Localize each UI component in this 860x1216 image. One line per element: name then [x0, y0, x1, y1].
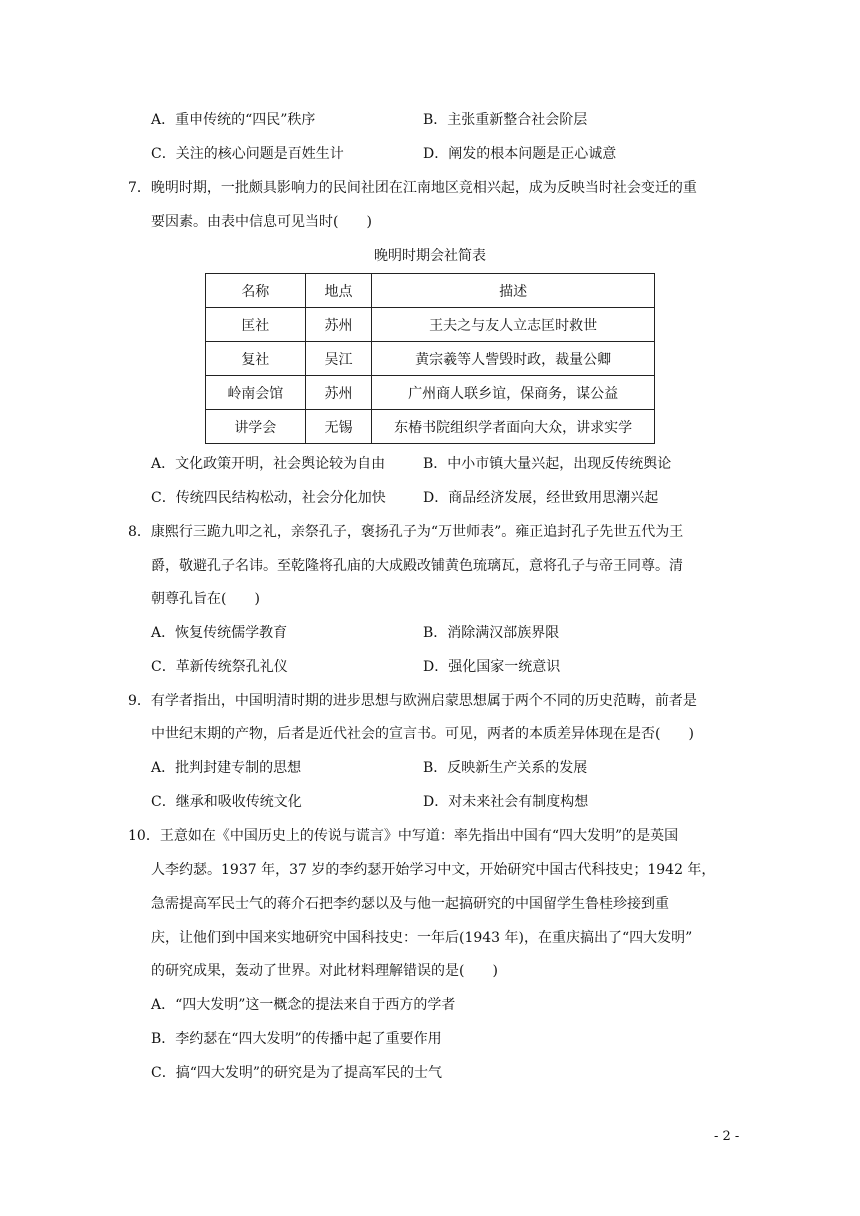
q7-table-title: 晚明时期会社简表 [374, 248, 486, 264]
table-cell: 王夫之与友人立志匡时救世 [372, 308, 655, 342]
q9-option-a: A．批判封建专制的思想 [151, 760, 302, 776]
q6-option-a: A．重申传统的“四民”秩序 [151, 112, 316, 128]
table-header-cell: 名称 [206, 274, 306, 308]
q9-stem-line1: 9．有学者指出，中国明清时期的进步思想与欧洲启蒙思想属于两个不同的历史范畴，前者是 [128, 693, 697, 709]
table-row [206, 376, 655, 410]
table-header-cell: 地点 [305, 274, 372, 308]
table-cell: 苏州 [305, 376, 372, 410]
table-cell: 黄宗羲等人訾毁时政，裁量公卿 [372, 342, 655, 376]
q10-stem-line3: 急需提高军民士气的蒋介石把李约瑟以及与他一起搞研究的中国留学生鲁桂珍接到重 [151, 896, 669, 912]
q8-option-b: B．消除满汉部族界限 [423, 625, 560, 641]
q8-stem-line2: 爵，敬避孔子名讳。至乾隆将孔庙的大成殿改铺黄色琉璃瓦，意将孔子与帝王同尊。清 [151, 558, 683, 574]
q7-option-d: D．商品经济发展，经世致用思潮兴起 [423, 490, 659, 506]
q10-stem-line2: 人李约瑟。1937 年，37 岁的李约瑟开始学习中文，开始研究中国古代科技史；1942 年， [151, 862, 716, 878]
q7-option-b: B．中小市镇大量兴起，出现反传统舆论 [423, 456, 672, 472]
q10-stem-line1: 10．王意如在《中国历史上的传说与谎言》中写道：率先指出中国有“四大发明”的是英国 [128, 828, 679, 844]
q6-option-d: D．阐发的根本问题是正心诚意 [423, 146, 617, 162]
table-cell: 复社 [206, 342, 306, 376]
q9-option-b: B．反映新生产关系的发展 [423, 760, 588, 776]
table-cell: 讲学会 [206, 410, 306, 444]
q10-stem-line5: 的研究成果，轰动了世界。对此材料理解错误的是( ) [151, 963, 498, 979]
table-cell: 无锡 [305, 410, 372, 444]
table-row [206, 342, 655, 376]
q6-option-c: C．关注的核心问题是百姓生计 [151, 146, 344, 162]
table-cell: 岭南会馆 [206, 376, 306, 410]
q10-option-a: A．“四大发明”这一概念的提法来自于西方的学者 [151, 997, 456, 1013]
table-cell: 匡社 [206, 308, 306, 342]
q7-stem-line2: 要因素。由表中信息可见当时( ) [151, 214, 372, 230]
q9-stem-line2: 中世纪末期的产物，后者是近代社会的宣言书。可见，两者的本质差异体现在是否( ) [151, 726, 694, 742]
q8-option-d: D．强化国家一统意识 [423, 659, 561, 675]
q7-stem-line1: 7．晚明时期，一批颇具影响力的民间社团在江南地区竞相兴起，成为反映当时社会变迁的重 [128, 180, 697, 196]
q7-option-c: C．传统四民结构松动，社会分化加快 [151, 490, 386, 506]
q9-option-d: D．对未来社会有制度构想 [423, 794, 589, 810]
table-cell: 苏州 [305, 308, 372, 342]
table-cell: 东椿书院组织学者面向大众，讲求实学 [372, 410, 655, 444]
q8-stem-line3: 朝尊孔旨在( ) [151, 591, 260, 607]
q7-table [205, 273, 655, 444]
table-cell: 广州商人联乡谊，保商务，谋公益 [372, 376, 655, 410]
table-header-cell: 描述 [372, 274, 655, 308]
q6-option-b: B．主张重新整合社会阶层 [423, 112, 588, 128]
q10-stem-line4: 庆，让他们到中国来实地研究中国科技史：一年后(1943 年)，在重庆搞出了“四大发明” [151, 930, 693, 946]
q8-option-a: A．恢复传统儒学教育 [151, 625, 288, 641]
q8-option-c: C．革新传统祭孔礼仪 [151, 659, 288, 675]
table-header-row [206, 274, 655, 308]
q9-option-c: C．继承和吸收传统文化 [151, 794, 302, 810]
q8-stem-line1: 8．康熙行三跪九叩之礼，亲祭孔子，褒扬孔子为“万世师表”。雍正追封孔子先世五代为王 [128, 524, 684, 540]
q7-option-a: A．文化政策开明，社会舆论较为自由 [151, 456, 386, 472]
table-cell: 吴江 [305, 342, 372, 376]
table-row [206, 308, 655, 342]
q10-option-b: B．李约瑟在“四大发明”的传播中起了重要作用 [151, 1031, 442, 1047]
page-number: - 2 - [714, 1129, 740, 1144]
q10-option-c: C．搞“四大发明”的研究是为了提高军民的士气 [151, 1065, 443, 1081]
table-row [206, 410, 655, 444]
